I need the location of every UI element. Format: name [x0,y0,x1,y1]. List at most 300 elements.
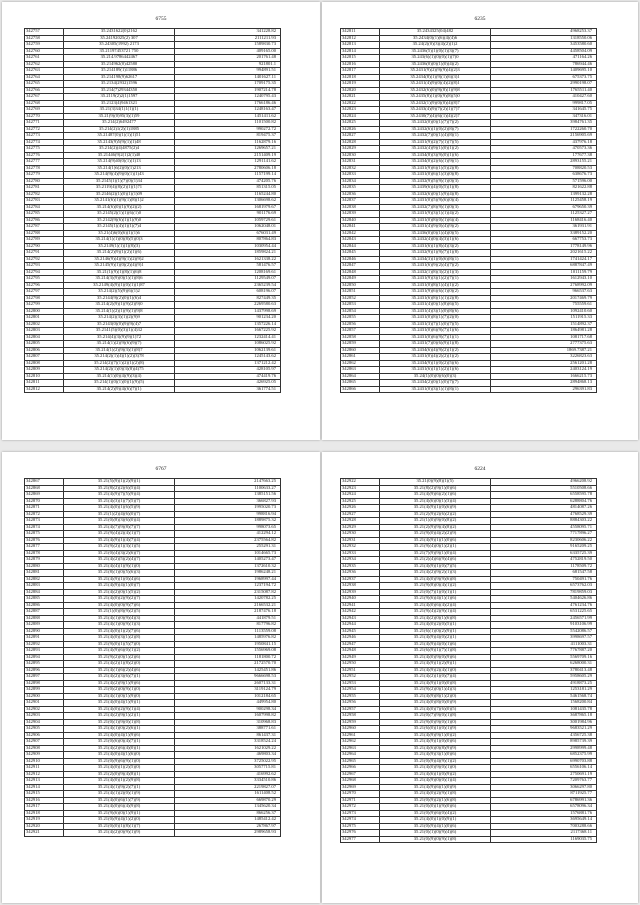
row-id-cell: 342955 [341,693,380,700]
value-cell: 388771.61 [175,726,281,733]
row-id-cell: 342759 [25,42,64,49]
row-id-cell: 342856 [341,321,380,328]
value-cell: 341228.82 [175,29,281,36]
coordinate-cell: 35.21(0)(9)(0)(9)(1)(8) [380,836,491,843]
row-id-cell: 342851 [341,289,380,296]
row-id-cell: 342768 [25,100,64,107]
row-id-cell: 342964 [341,752,380,759]
row-id-cell: 342925 [341,498,380,505]
value-cell: 3687865.18 [491,713,597,720]
value-cell: 1208169.61 [175,269,281,276]
row-id-cell: 342786 [25,217,64,224]
value-cell: 1778149.96 [491,243,597,250]
row-id-cell: 342942 [341,609,380,616]
value-cell: 2998999.48 [491,745,597,752]
row-id-cell: 342830 [341,152,380,159]
row-id-cell: 342876 [25,537,64,544]
value-cell: 571596.00 [491,178,597,185]
row-id-cell: 342800 [25,308,64,315]
value-cell: 6852375.99 [491,752,597,759]
value-cell: 3066297.80 [491,784,597,791]
value-cell: 1889875.32 [175,518,281,525]
coordinate-cell: 35.214189(1)11886 [64,68,175,75]
coordinate-cell: 35.2434(2)(0)(1)(0)(7)(7) [380,380,491,387]
value-cell: 2151409.19 [175,152,281,159]
coordinate-cell: 35.21(4)(9)(4)(1)(0)(7) [64,583,175,590]
coordinate-cell: 35.21(4)(0)(4)(1)(9)(6) [64,732,175,739]
row-id-cell: 342882 [25,576,64,583]
row-id-cell: 342940 [341,596,380,603]
coordinate-cell: 35.21(4)(0)(1)(2)(9)(8) [64,778,175,785]
value-cell: 471164.26 [491,55,597,62]
value-cell: 821622.88 [491,185,597,192]
value-cell: 2561201.28 [491,360,597,367]
row-id-cell: 342766 [25,87,64,94]
coordinate-cell: 35.21(0)(4)(3)(2)(6)(7) [64,550,175,557]
row-id-cell: 342951 [341,667,380,674]
row-id-cell: 342888 [25,615,64,622]
row-id-cell: 342854 [341,308,380,315]
coordinate-cell: 35.2431(6)(1)(8)(4)(3)(2) [380,243,491,250]
coordinate-cell: 35.21(9)(4)(2)(4)(1)(7) [64,531,175,538]
row-id-cell: 342867 [25,479,64,486]
coordinate-cell: 35.21(9)(0)(4)(2)(2)(9) [380,531,491,538]
coordinate-cell: 35.21(4)(9)(6)(0)(1)(2) [64,648,175,655]
row-id-cell: 342861 [341,354,380,361]
row-id-cell: 342880 [25,563,64,570]
coordinate-cell: 35.2145(1)(1)(7)(0)(1)34 [64,178,175,185]
coordinate-cell: 35.2434(0)(1)(6)(4)(4)6 [380,35,491,42]
row-id-cell: 342774 [25,139,64,146]
value-cell: 8884303.22 [491,518,597,525]
value-cell: 474419.76 [175,373,281,380]
row-id-cell: 342896 [25,667,64,674]
row-id-cell: 342813 [341,42,380,49]
coordinate-cell: 35.21(4)(6)(0)(1)(3)(4) [380,498,491,505]
coordinate-cell: 35.2144(9)(2)(0)(1)(6)4 [64,295,175,302]
table-row [341,386,597,393]
coordinate-cell: 35.21(4)(0)(2)(9)(1)(4) [64,706,175,713]
coordinate-cell: 35.21(4)(9)(1)(2)(9)(1) [380,661,491,668]
coordinate-cell: 35.21(4)(1)(0)(9)(1)(3) [64,622,175,629]
value-cell: 1014665.73 [175,550,281,557]
coordinate-cell: 35.214(1)(2)(1)(9)(1)(9)8 [64,308,175,315]
row-id-cell: 342891 [25,635,64,642]
coordinate-cell: 35.2439(6)(4)(0)(5)(1)(8) [380,185,491,192]
row-id-cell: 342909 [25,752,64,759]
coordinate-cell: 35.24305(1992) 2173 [64,42,175,49]
coordinate-cell: 35.2432(7)(8)(9)(1)(0)(3) [380,204,491,211]
coordinate-cell: 35.21(9)(4)(0)(1)(2)(1) [380,544,491,551]
coordinate-cell: 35.21(4)(6)(0)(8)(9)(9) [380,745,491,752]
value-cell: 681547.58 [491,570,597,577]
value-cell: 1125327.27 [491,211,597,218]
value-cell: 827449.35 [175,295,281,302]
value-cell: 608196.07 [175,289,281,296]
value-cell: 1248163.47 [175,107,281,114]
value-cell: 2315087.82 [175,589,281,596]
value-cell: 1165244.80 [175,191,281,198]
row-id-cell: 342820 [341,87,380,94]
row-id-cell: 342914 [25,784,64,791]
row-id-cell: 342869 [25,492,64,499]
row-id-cell: 342918 [25,810,64,817]
value-cell: 1485976.82 [175,635,281,642]
value-cell: 1995020.73 [175,505,281,512]
value-cell: 361931.91 [491,224,597,231]
row-id-cell: 342908 [25,745,64,752]
value-cell: 1162879.16 [175,139,281,146]
coordinate-cell: 35.214(2)6492477 [64,120,175,127]
value-cell: 1741424.17 [491,256,597,263]
value-cell: 901234.20 [175,315,281,322]
value-cell: 1157199.14 [175,172,281,179]
value-cell: 900298.34 [175,706,281,713]
value-cell: 1556969.08 [175,648,281,655]
coordinate-cell: 35.2145(2)(1)(1)(6)(1)0 [64,211,175,218]
row-id-cell: 342793 [25,263,64,270]
row-id-cell: 342790 [25,243,64,250]
row-id-cell: 342922 [341,479,380,486]
coordinate-cell: 35.21(2)(0)(9)(4)(8)(1) [64,771,175,778]
value-cell: 1129549.07 [175,276,281,283]
coordinate-cell: 35.2145(9)(1)(0)(2)(4)(9)1 [64,263,175,270]
coordinate-cell: 35.21446(9)2(1)2(1)40 [64,152,175,159]
row-id-cell: 342945 [341,628,380,635]
coordinate-cell: 35.2119(2)2(1)1597 [64,94,175,101]
coordinate-cell: 35.21(0)(1)(9)(0)(1)(8) [64,719,175,726]
row-id-cell: 342761 [25,55,64,62]
coordinate-cell: 35.21(0)(9)(4)(1)(0)(6) [380,823,491,830]
row-id-cell: 342900 [25,693,64,700]
row-id-cell: 342775 [25,146,64,153]
row-id-cell: 342773 [25,133,64,140]
row-id-cell: 342825 [341,120,380,127]
row-id-cell: 342771 [25,120,64,127]
row-id-cell: 342780 [25,178,64,185]
value-cell: 807864.83 [175,237,281,244]
value-cell: 6335725.39 [491,550,597,557]
coordinate-cell: 35.2431(0)(6)(1)(3)(0)(8) [380,172,491,179]
coordinate-cell: 35.214(9)40(0)(1)(1)13 [64,159,175,166]
coordinate-cell: 35.2430(7)(4)(6)(1)(4)(2)7 [380,113,491,120]
coordinate-cell: 35.24192025(2) 307 [64,35,175,42]
row-id-cell: 342874 [25,524,64,531]
row-id-cell: 342777 [25,159,64,166]
table-row [341,836,597,843]
value-cell: 267867.97 [175,823,281,830]
value-cell: 4966208.92 [491,479,597,486]
coordinate-cell: 35.2431(0)(6)(9)(7)(1)(6) [380,328,491,335]
coordinate-cell: 35.21(4)(9)(0)(0)(1)(4) [380,778,491,785]
coordinate-cell: 35.21(0)(9)(4)(1)(2)(0) [64,817,175,824]
value-cell: 581476.57 [175,263,281,270]
coordinate-cell: 35.2435(8)(1)(0)(9)(8)(5)0 [380,94,491,101]
data-table [340,478,597,843]
row-id-cell: 342818 [341,74,380,81]
row-id-cell: 342968 [341,778,380,785]
row-id-cell: 342797 [25,289,64,296]
value-cell: 3057715.81 [175,765,281,772]
row-id-cell: 342901 [25,700,64,707]
coordinate-cell: 35.214.9786442467 [64,55,175,62]
coordinate-cell: 35.2431(0)(4)(2)(2)(1)(2) [380,354,491,361]
row-id-cell: 342946 [341,635,380,642]
data-table [340,28,597,393]
page-title: 6755 [155,16,167,22]
value-cell: 6786991.36 [491,797,597,804]
value-cell: 341645.75 [491,107,597,114]
coordinate-cell: 35.2431(0)(8)(1)(4)(1)(2) [380,282,491,289]
coordinate-cell: 35.214(3)(9)(0)(1)(1)(8)6 [64,276,175,283]
coordinate-cell: 35.214(4)(3)(9)(9)(1)72 [64,334,175,341]
value-cell: 6531225.65 [491,609,597,616]
row-id-cell: 342870 [25,498,64,505]
value-cell: 998816.94 [175,511,281,518]
coordinate-cell: 35.21(6)(9)(1)(7)(1)(8) [380,648,491,655]
value-cell: 1081717.68 [491,334,597,341]
coordinate-cell: 35.2436(5)(1)(0)(1)(3)(7) [380,48,491,55]
row-id-cell: 342920 [25,823,64,830]
row-id-cell: 342763 [25,68,64,75]
coordinate-cell: 35.21(4)(9)(1)(0)(4)(6) [64,576,175,583]
value-cell: 1576881.76 [491,810,597,817]
value-cell: 4558095.71 [491,524,597,531]
value-cell: 708820.53 [491,165,597,172]
coordinate-cell: 35.2433(4)(9)(7)(2)(1)(7)7 [380,107,491,114]
row-id-cell: 342795 [25,276,64,283]
coordinate-cell: 35.21(4)(0)(9)(9)(6)(8) [380,576,491,583]
row-id-cell: 342973 [341,810,380,817]
coordinate-cell: 35.21(4)(9)(6)(1)(0)(9) [380,784,491,791]
value-cell: 426925.05 [175,380,281,387]
coordinate-cell: 35.21(4)(1)(0)(2)(6)(1) [64,726,175,733]
row-id-cell: 342877 [25,544,64,551]
value-cell: 6268000.31 [491,661,597,668]
row-id-cell: 342776 [25,152,64,159]
row-id-cell: 342910 [25,758,64,765]
row-id-cell: 342952 [341,674,380,681]
row-id-cell: 342804 [25,334,64,341]
value-cell: 8711925.77 [491,791,597,798]
value-cell: 6558595.78 [491,492,597,499]
coordinate-cell: 35.214962(0)42580 [64,61,175,68]
row-id-cell: 342944 [341,622,380,629]
value-cell: 3780413.48 [491,667,597,674]
value-cell: 1607998.82 [175,713,281,720]
value-cell: 3226823.63 [491,354,597,361]
row-id-cell: 342769 [25,107,64,114]
value-cell: 1666215.73 [491,373,597,380]
value-cell: 1086025.92 [175,341,281,348]
row-id-cell: 342842 [341,230,380,237]
coordinate-cell: 35.21(5)(9)(1)(2)(9)(1) [64,479,175,486]
value-cell: 1011159.79 [491,269,597,276]
value-cell: 1986248.21 [175,570,281,577]
row-id-cell: 342892 [25,641,64,648]
row-id-cell: 342837 [341,198,380,205]
coordinate-cell: 35.21(4)(7)(9)(8)(7)(7) [64,524,175,531]
row-id-cell: 342971 [341,797,380,804]
coordinate-cell: 35.2146(9)(4)(9)(1)(2)(9)2 [64,256,175,263]
row-id-cell: 342977 [341,836,380,843]
coordinate-cell: 35.21(4)(0)(6)(4)(9)(8) [64,804,175,811]
coordinate-cell: 35.21(4)(0)(7)(6)(0)(5) [380,706,491,713]
value-cell: 3318524.24 [175,739,281,746]
value-cell: 1612943.10 [491,276,597,283]
coordinate-cell: 35.21(0)(9)(8)(1)(5) [380,479,491,486]
value-cell: 1100633.27 [175,485,281,492]
row-id-cell: 342817 [341,68,380,75]
value-cell: 7209763.77 [491,778,597,785]
coordinate-cell: 35.21(0)(1)(0)(9)(4)(6) [380,830,491,837]
value-cell: 5958605.29 [491,674,597,681]
row-id-cell: 342936 [341,570,380,577]
row-id-cell: 342827 [341,133,380,140]
value-cell: 2172570.70 [175,661,281,668]
row-id-cell: 342949 [341,654,380,661]
value-cell: 2894868.13 [491,380,597,387]
coordinate-cell: 35.2431(6)(1)(1)(2)(1)(6) [380,367,491,374]
coordinate-cell: 35.21(4)(2)(1)(8)(2)(0) [64,661,175,668]
value-cell: 6556106.14 [491,765,597,772]
coordinate-cell: 35.214(2)(7)(1)(2)(1)(2)(8) [64,360,175,367]
row-id-cell: 342885 [25,596,64,603]
row-id-cell: 342939 [341,589,380,596]
row-id-cell: 342975 [341,823,380,830]
value-cell: 1253181.29 [491,687,597,694]
row-id-cell: 342832 [341,165,380,172]
value-cell: 786944.46 [491,61,597,68]
coordinate-cell: 35.214(2)(9)(1)(9)(2)(9)0 [64,302,175,309]
coordinate-cell: 35.2134(2932)1596 [64,81,175,88]
row-id-cell: 342805 [25,341,64,348]
value-cell: 851315.05 [175,185,281,192]
coordinate-cell: 35.2431(0)(8)(1)(7)(2)(0) [380,315,491,322]
value-cell: 1169035.75 [491,836,597,843]
row-id-cell: 342871 [25,505,64,512]
row-id-cell: 342864 [341,373,380,380]
row-id-cell: 342799 [25,302,64,309]
coordinate-cell: 35.2432(6)(1)(0)(2)(8)(7) [380,126,491,133]
value-cell: 4814087.26 [491,505,597,512]
value-cell: 1030954.44 [175,243,281,250]
coordinate-cell: 35.2431(3)(7)(1)(0)(7)(5) [380,321,491,328]
coordinate-cell: 35.214(2)1(2)(1)1885 [64,126,175,133]
value-cell: 638676.73 [491,172,597,179]
value-cell: 2017469.79 [491,295,597,302]
coordinate-cell: 35.21(0)(9)(4)(9)(1)(2) [380,758,491,765]
row-id-cell: 342770 [25,113,64,120]
value-cell: 7717896.27 [491,531,597,538]
row-id-cell: 342796 [25,282,64,289]
row-id-cell: 342779 [25,172,64,179]
coordinate-cell: 35.2146(2)(1)(0)(1)(1)09 [64,191,175,198]
value-cell: 9683521.29 [491,726,597,733]
coordinate-cell: 35.21(9)(6)(4)(1)(1)(6) [380,596,491,603]
coordinate-cell: 35.21(8)(2)(2)(6)(5)(4) [64,485,175,492]
row-id-cell: 342943 [341,615,380,622]
table-row [25,386,281,393]
row-id-cell: 342911 [25,765,64,772]
value-cell: 1012184.65 [175,693,281,700]
coordinate-cell: 35.21(9)(2)(1)(3)(1)(5) [64,544,175,551]
value-cell: 2989658.93 [175,830,281,837]
row-id-cell: 342847 [341,263,380,270]
row-id-cell: 342764 [25,74,64,81]
value-cell: 866256.37 [175,810,281,817]
row-id-cell: 342921 [25,830,64,837]
coordinate-cell: 35.21(0)(9)(6)(0)(4)(2) [380,810,491,817]
value-cell: 1092410.60 [491,308,597,315]
value-cell: 1245143.62 [175,354,281,361]
value-cell: 1437998.69 [175,308,281,315]
page-3 [2,452,320,903]
coordinate-cell: 35.21(0)(9)(2)(1)(6)(8) [380,797,491,804]
coordinate-cell: 35.21(4)(9)(9)(1)(0)(2) [380,732,491,739]
value-cell: 5569709.16 [491,654,597,661]
value-cell: 2269580.63 [175,302,281,309]
coordinate-cell: 35.2434(3)(1)(0)(6)(8)(1) [380,256,491,263]
row-id-cell: 342948 [341,648,380,655]
row-id-cell: 342812 [25,386,64,393]
value-cell: 1181800.72 [175,654,281,661]
row-id-cell: 342895 [25,661,64,668]
value-cell: 861437.31 [175,732,281,739]
value-cell: 2990198.07 [491,81,597,88]
value-cell: 6288804.76 [491,498,597,505]
row-id-cell: 342875 [25,531,64,538]
value-cell: 4111003.31 [491,641,597,648]
value-cell: 1511915.33 [491,315,597,322]
coordinate-cell: 35.21(9)(2)(0)(1)(2)(6) [64,654,175,661]
row-id-cell: 342894 [25,654,64,661]
value-cell: 4458504.09 [491,48,597,55]
coordinate-cell: 35.21(4)(2)(1)(0)(7)(4) [380,674,491,681]
row-id-cell: 342826 [341,126,380,133]
value-cell: 2768992.09 [491,282,597,289]
coordinate-cell: 35.2431(0)(6)(9)(7)(1)(1) [380,334,491,341]
coordinate-cell: 35.21(3)34(1)1(1)(1) [64,107,175,114]
coordinate-cell: 35.2431(0)(8)(0)(1)(6)(4) [380,217,491,224]
coordinate-cell: 35.21487(0)(1)(1)(1)51 [64,133,175,140]
value-cell: 4356725.38 [491,732,597,739]
coordinate-cell: 35.21(4)(0)(1)(2)(7)(6) [64,628,175,635]
row-id-cell: 342860 [341,347,380,354]
row-id-cell: 342839 [341,211,380,218]
value-cell: 1968997.44 [175,576,281,583]
row-id-cell: 342913 [25,778,64,785]
coordinate-cell: 35.2436(0)(0)(1)(4)(0)(5) [380,230,491,237]
row-id-cell: 342807 [25,354,64,361]
coordinate-cell: 35.21(4)(0)(1)(2)(5)(0) [64,765,175,772]
value-cell: 1306698.62 [175,198,281,205]
row-id-cell: 342849 [341,276,380,283]
value-cell: 3695649.14 [491,817,597,824]
row-id-cell: 342841 [341,224,380,231]
row-id-cell: 342878 [25,550,64,557]
row-id-cell: 342848 [341,269,380,276]
value-cell: 1621029.22 [175,745,281,752]
value-cell: 2111211.93 [175,35,281,42]
row-id-cell: 342887 [25,609,64,616]
coordinate-cell: 35.21(4)(9)(1)(0)(0)(6) [380,739,491,746]
value-cell: 1451411.62 [175,113,281,120]
coordinate-cell: 35.214(1)(0)(1)(0)(1)(9)(5) [64,380,175,387]
row-id-cell: 342794 [25,269,64,276]
value-cell: 2021615.22 [491,250,597,257]
value-cell: 676031.49 [175,230,281,237]
